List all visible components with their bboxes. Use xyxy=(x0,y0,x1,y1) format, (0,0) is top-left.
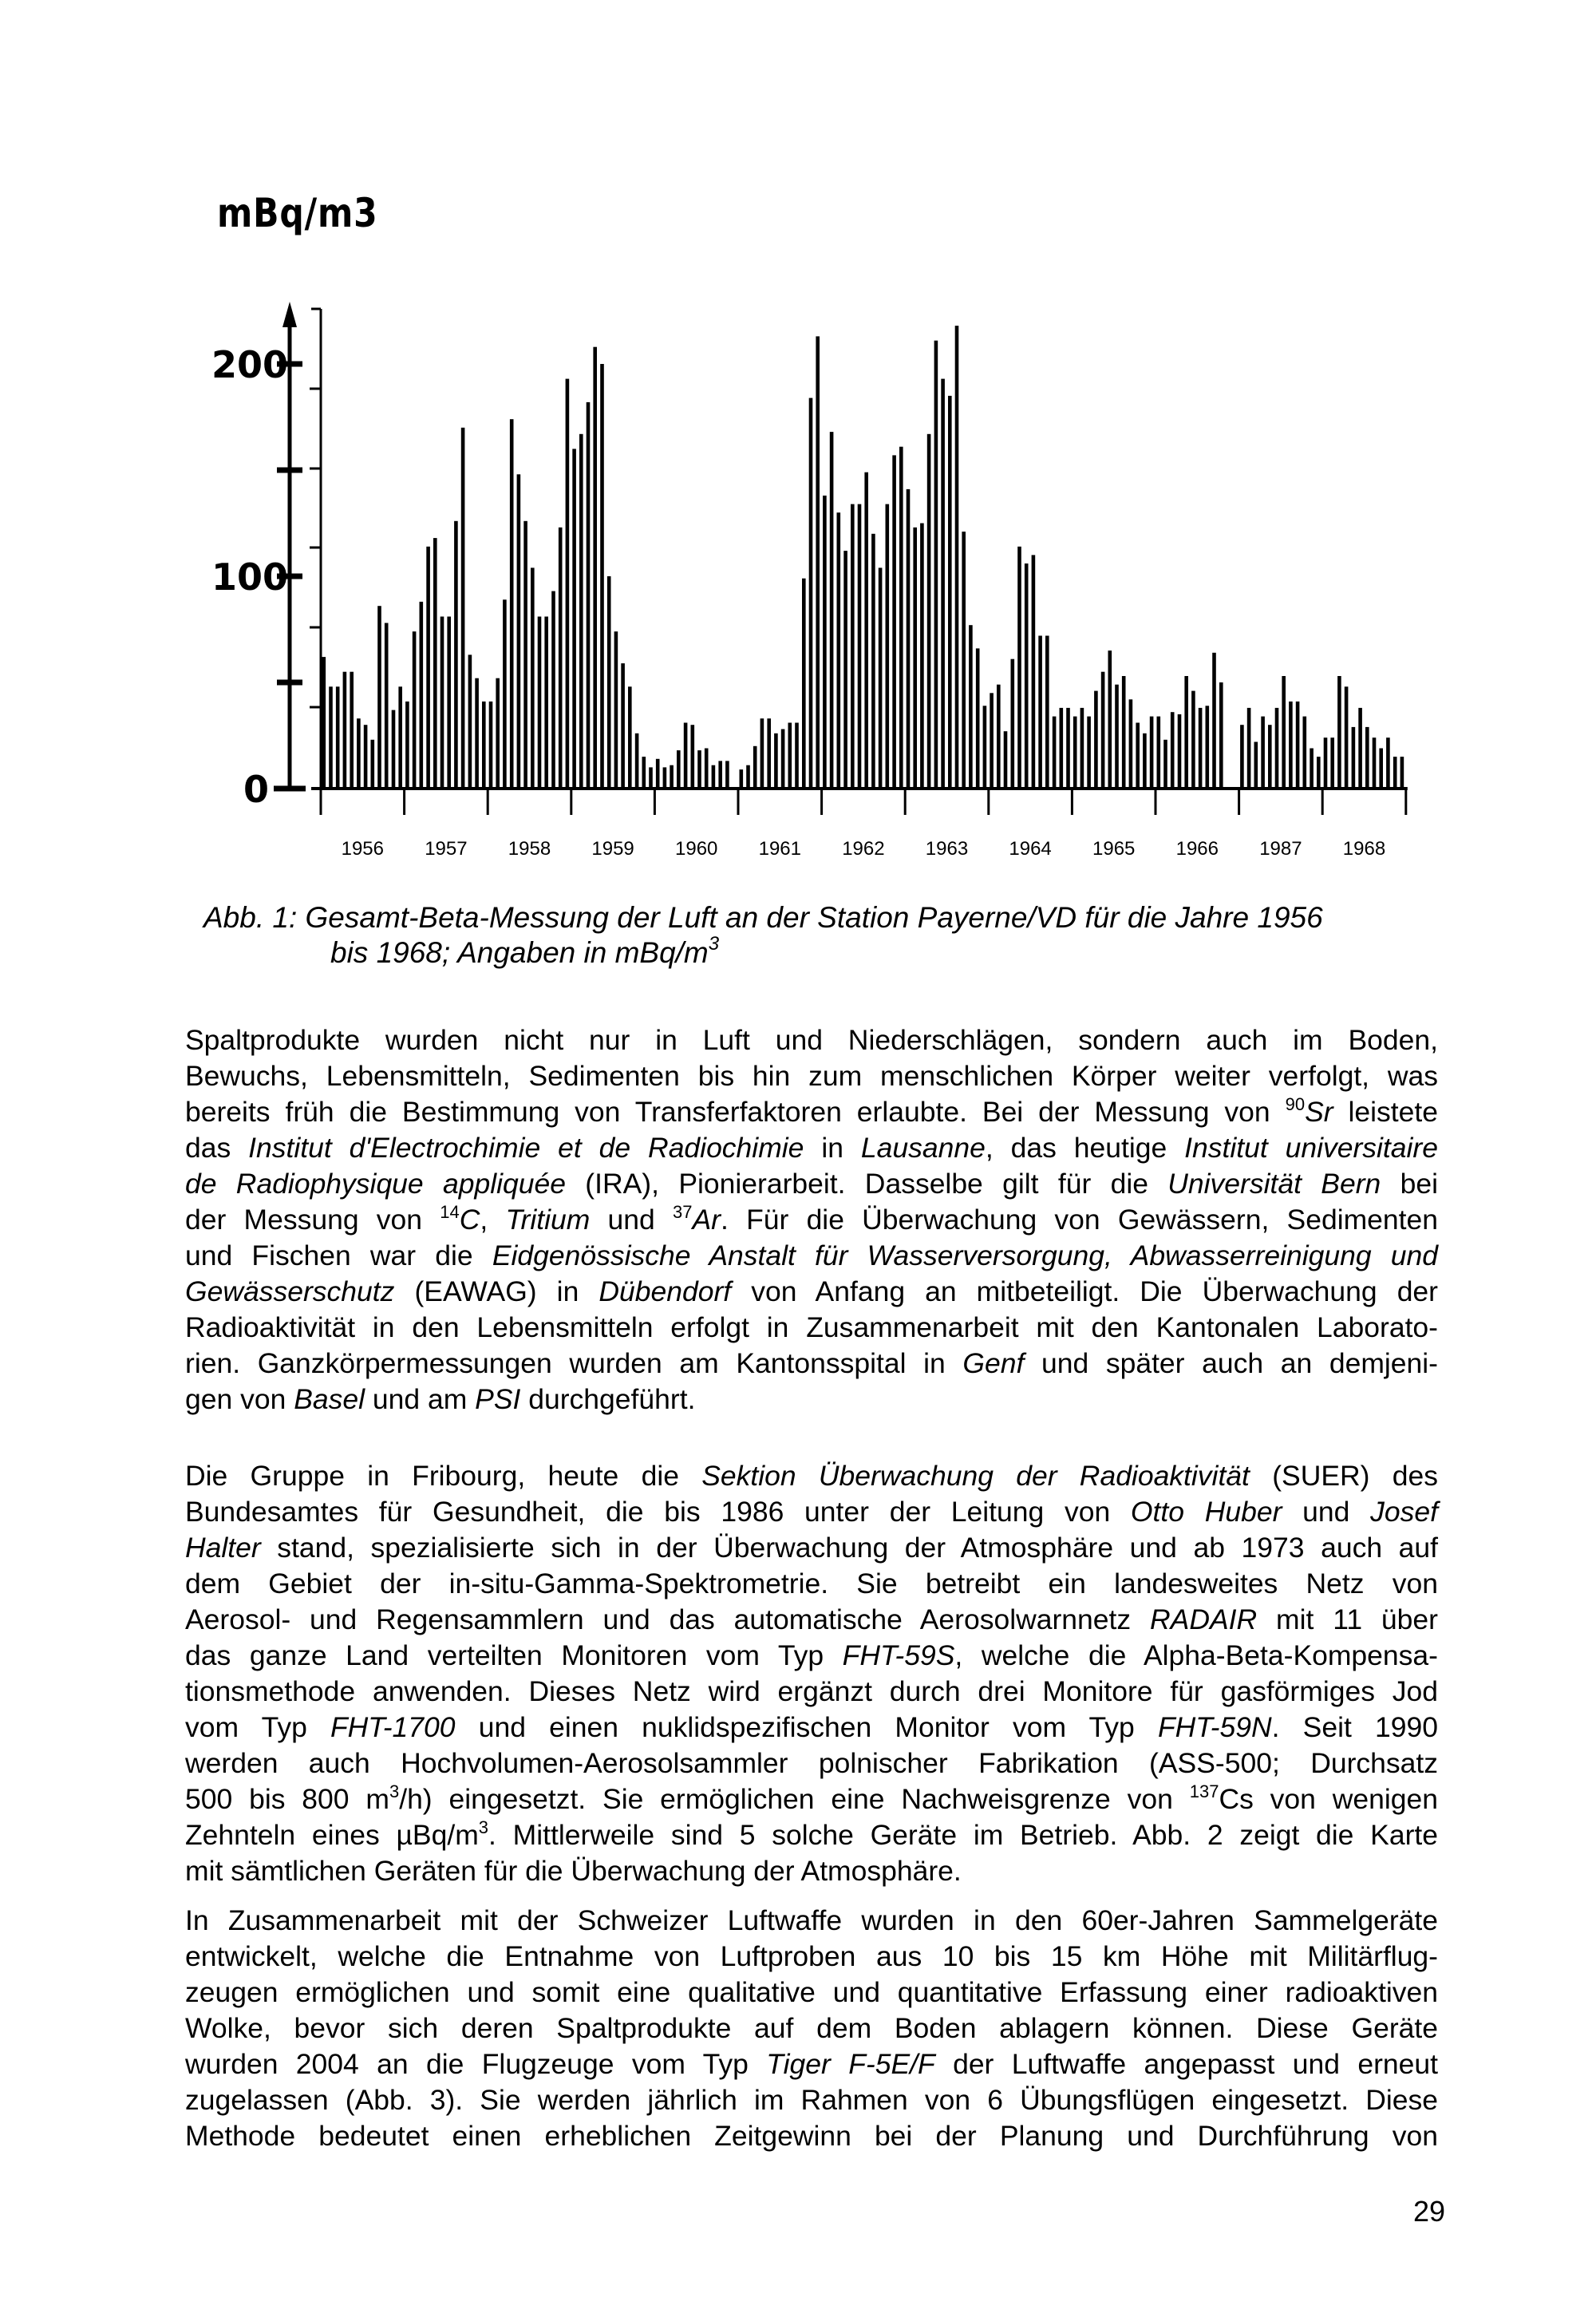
bar xyxy=(746,765,750,789)
caption-line-2 xyxy=(203,935,1440,971)
text-line: Aerosol- und Regensammlern und das automatische Aerosolwarnnetz RADAIR mit 11 über xyxy=(185,1603,1438,1635)
bar xyxy=(1393,757,1397,789)
bar xyxy=(718,761,722,789)
y-axis-label: 0 xyxy=(243,768,270,811)
x-axis-year-label: 1966 xyxy=(1175,838,1219,860)
bar xyxy=(1282,676,1286,789)
bar xyxy=(1053,717,1057,789)
text-line: Spaltprodukte wurden nicht nur in Luft und Niederschlägen, sondern auch im Boden, xyxy=(185,1024,1438,1056)
text-line: wurden 2004 an die Flugzeuge vom Typ Tiger F-5E/F der Luftwaffe angepasst und erneut xyxy=(185,2048,1438,2080)
bar xyxy=(593,347,597,789)
bar xyxy=(628,686,632,789)
bar xyxy=(1365,727,1369,789)
x-axis-year-label: 1964 xyxy=(1009,838,1052,860)
bar xyxy=(1122,676,1126,789)
text-line: Bundesamtes für Gesundheit, die bis 1986 unter der Leitung von Otto Huber und Josef xyxy=(185,1496,1438,1528)
bar xyxy=(767,718,771,789)
bars xyxy=(322,326,1404,789)
bar xyxy=(600,364,604,789)
bar xyxy=(1219,682,1223,789)
caption-superscript: 3 xyxy=(708,933,720,955)
bar xyxy=(1337,676,1341,789)
paragraph-3 xyxy=(185,1903,1438,2154)
y-axis-label: 200 xyxy=(211,343,289,386)
caption-line-2-text: bis 1968; Angaben in mBq/m xyxy=(330,936,709,969)
bar xyxy=(663,767,667,789)
text-line: In Zusammenarbeit mit der Schweizer Luftwaffe wurden in den 60er-Jahren Sammelgeräte xyxy=(185,1904,1438,1936)
bar xyxy=(1191,691,1195,789)
x-axis-year-label: 1959 xyxy=(591,838,634,860)
bar xyxy=(1310,749,1314,789)
bar xyxy=(795,723,799,789)
bar xyxy=(705,749,709,789)
bar xyxy=(1206,706,1210,789)
bar xyxy=(377,606,381,789)
bar xyxy=(879,567,883,789)
bar xyxy=(851,504,855,789)
text-line: Halter stand, spezialisierte sich in der Überwachung der Atmosphäre und ab 1973 auch auf xyxy=(185,1532,1438,1564)
bar xyxy=(531,567,535,789)
bar xyxy=(1303,717,1307,789)
text-line: Bewuchs, Lebensmitteln, Sedimenten bis hin zum menschlichen Körper weiter verfolgt, was xyxy=(185,1060,1438,1092)
bar xyxy=(1045,636,1049,789)
y-axis-unit-label: mBq/m3 xyxy=(217,190,378,236)
bar xyxy=(997,685,1001,789)
bar xyxy=(1032,555,1036,789)
bar xyxy=(740,769,744,789)
text-line: bereits früh die Bestimmung von Transferfaktoren erlaubte. Bei der Messung von $^{90}$Sr leistete xyxy=(185,1094,1438,1128)
bar xyxy=(1296,702,1300,789)
bar xyxy=(587,402,591,789)
bar xyxy=(753,746,757,789)
x-axis-year-label: 1965 xyxy=(1092,838,1136,860)
bar xyxy=(907,489,911,789)
bar xyxy=(433,538,437,789)
bar xyxy=(760,718,764,789)
bar xyxy=(420,602,424,789)
bar xyxy=(816,336,820,789)
figure-caption xyxy=(203,900,1440,971)
bar xyxy=(329,686,333,789)
bar xyxy=(426,547,430,789)
bar xyxy=(774,733,778,789)
bar xyxy=(955,326,959,789)
bar xyxy=(990,693,994,789)
bar xyxy=(920,524,924,789)
bar xyxy=(948,396,952,789)
text-line: mit sämtlichen Geräten für die Überwachung der Atmosphäre. xyxy=(185,1855,962,1887)
text-line: der Messung von $^{14}$C, Tritium und $^{37}$Ar. Für die Überwachung von Gewässern, Sedimenten xyxy=(185,1202,1438,1236)
bar xyxy=(788,723,792,789)
bar xyxy=(1247,708,1251,789)
bar xyxy=(864,473,868,789)
bar xyxy=(1254,742,1258,789)
bar xyxy=(712,765,716,789)
bar xyxy=(579,434,583,789)
bar xyxy=(934,341,938,789)
text-line: Die Gruppe in Fribourg, heute die Sektion Überwachung der Radioaktivität (SUER) des xyxy=(185,1460,1438,1492)
bar xyxy=(1017,547,1021,789)
bar xyxy=(976,648,980,789)
bar xyxy=(1115,685,1119,789)
bar xyxy=(1087,717,1091,789)
bar xyxy=(447,617,451,789)
bar xyxy=(1136,723,1140,789)
bar xyxy=(1025,563,1029,789)
x-axis-year-label: 1958 xyxy=(508,838,551,860)
bar xyxy=(1038,636,1042,789)
text-line: werden auch Hochvolumen-Aerosolsammler polnischer Fabrikation (ASS-500; Durchsatz xyxy=(185,1747,1438,1779)
bar xyxy=(886,504,890,789)
x-axis-year-label: 1961 xyxy=(758,838,801,860)
bar xyxy=(454,521,458,789)
text-line: de Radiophysique appliquée (IRA), Pionierarbeit. Dasselbe gilt für die Universität Bern bei xyxy=(185,1168,1438,1200)
bar xyxy=(572,449,576,789)
bar xyxy=(1129,699,1133,789)
bar xyxy=(691,725,695,789)
bar xyxy=(858,504,862,789)
bar xyxy=(635,733,639,789)
bar xyxy=(398,686,402,789)
bar xyxy=(1240,725,1244,789)
bar xyxy=(1373,737,1377,789)
bar xyxy=(1317,757,1321,789)
bar xyxy=(538,617,542,789)
text-line: Methode bedeutet einen erheblichen Zeitgewinn bei der Planung und Durchführung von xyxy=(185,2120,1438,2152)
bar xyxy=(1080,708,1084,789)
bar xyxy=(1184,676,1188,789)
bar xyxy=(551,591,555,789)
bar xyxy=(1345,686,1349,789)
text-line: 500 bis 800 $m^3/h$) eingesetzt. Sie ermöglichen eine Nachweisgrenze von $^{137}$Cs von wenigen xyxy=(185,1781,1438,1815)
bar xyxy=(1400,757,1404,789)
bar xyxy=(413,631,417,789)
bar xyxy=(983,706,987,789)
bar xyxy=(697,750,701,789)
x-axis-year-label: 1963 xyxy=(925,838,969,860)
bar xyxy=(1289,702,1293,789)
x-axis-year-label: 1987 xyxy=(1259,838,1302,860)
bar xyxy=(544,617,548,789)
text-line: Zehnteln eines µBq/$m^3$. Mittlerweile sind 5 solche Geräte im Betrieb. Abb. 2 zeigt die Karte xyxy=(185,1817,1439,1851)
bar xyxy=(468,654,472,789)
y-axis-arrow-icon xyxy=(282,302,297,327)
bar xyxy=(684,723,688,789)
bar xyxy=(1199,708,1203,789)
bar xyxy=(927,434,931,789)
bar xyxy=(1150,717,1154,789)
bar xyxy=(1066,708,1070,789)
bar xyxy=(962,532,966,789)
bar xyxy=(336,686,340,789)
bar xyxy=(642,757,646,789)
bar xyxy=(830,432,834,789)
bar xyxy=(322,657,326,789)
bar xyxy=(405,702,409,789)
bar xyxy=(1101,672,1105,789)
text-line: tionsmethode anwenden. Dieses Netz wird ergänzt durch drei Monitore für gasförmiges Jod xyxy=(185,1675,1438,1707)
bar xyxy=(1386,737,1390,789)
bar xyxy=(1324,737,1328,789)
bar xyxy=(1352,727,1356,789)
bar xyxy=(503,599,507,789)
bar xyxy=(802,579,806,789)
bar xyxy=(1358,708,1362,789)
x-axis-year-label: 1960 xyxy=(675,838,718,860)
bar xyxy=(1268,725,1272,789)
text-line: gen von Basel und am PSI durchgeführt. xyxy=(185,1383,696,1415)
bar xyxy=(475,678,479,789)
bar xyxy=(899,447,903,789)
text-line: Gewässerschutz (EAWAG) in Dübendorf von Anfang an mitbeteiligt. Die Überwachung der xyxy=(185,1275,1438,1307)
x-axis-year-label: 1956 xyxy=(341,838,384,860)
bar xyxy=(559,528,563,789)
bar xyxy=(843,551,847,789)
bar xyxy=(523,521,527,789)
text-line: vom Typ FHT-1700 und einen nuklidspezifischen Monitor vom Typ FHT-59N. Seit 1990 xyxy=(185,1711,1438,1743)
bar xyxy=(1011,659,1015,789)
bar xyxy=(1330,737,1334,789)
text-line: rien. Ganzkörpermessungen wurden am Kantonsspital in Genf und später auch an demjeni- xyxy=(185,1347,1438,1379)
paragraph-1 xyxy=(185,1022,1438,1418)
bar xyxy=(461,428,465,789)
bar xyxy=(607,576,611,789)
bar xyxy=(1171,712,1175,789)
paragraph-2 xyxy=(185,1458,1438,1889)
bar xyxy=(1178,714,1182,789)
bar xyxy=(823,496,827,789)
bar xyxy=(913,528,917,789)
bar xyxy=(969,625,973,789)
bar xyxy=(566,379,570,789)
bar xyxy=(510,419,514,789)
bar xyxy=(1261,717,1265,789)
bar xyxy=(517,474,521,789)
bar xyxy=(440,617,444,789)
bar xyxy=(837,512,841,789)
bar xyxy=(677,750,681,789)
bar xyxy=(1157,717,1161,789)
bar xyxy=(343,672,347,789)
bar xyxy=(892,455,896,789)
bar xyxy=(621,663,625,789)
x-axis-year-label: 1968 xyxy=(1342,838,1386,860)
bar xyxy=(656,759,660,789)
bar xyxy=(1094,691,1098,789)
bar xyxy=(357,718,361,789)
text-line: und Fischen war die Eidgenössische Anstalt für Wasserversorgung, Abwasserreinigung und xyxy=(185,1240,1438,1271)
bar xyxy=(781,730,785,789)
bar xyxy=(614,631,618,789)
bar xyxy=(371,740,375,789)
bar xyxy=(941,379,945,789)
text-line: entwickelt, welche die Entnahme von Luftproben aus 10 bis 15 km Höhe mit Militärflug- xyxy=(185,1940,1438,1972)
bar xyxy=(649,767,653,789)
bar xyxy=(1163,740,1167,789)
bar xyxy=(385,623,389,789)
bar xyxy=(392,710,396,789)
text-line: das ganze Land verteilten Monitoren vom Typ FHT-59S, welche die Alpha-Beta-Kompensa- xyxy=(185,1639,1438,1671)
page-number: 29 xyxy=(1413,2195,1446,2228)
bar xyxy=(350,672,354,789)
bar xyxy=(670,765,674,789)
bar xyxy=(489,702,493,789)
bar xyxy=(725,761,729,789)
bar xyxy=(1004,731,1008,789)
beta-measurement-bar-chart xyxy=(0,0,1596,878)
bar xyxy=(1073,717,1077,789)
bar xyxy=(1379,749,1383,789)
bar xyxy=(871,534,875,789)
text-line: dem Gebiet der in-situ-Gamma-Spektrometrie. Sie betreibt ein landesweites Netz von xyxy=(185,1568,1438,1599)
bar xyxy=(809,398,813,789)
bar xyxy=(1060,708,1064,789)
x-axis-year-label: 1957 xyxy=(425,838,468,860)
y-axis-label: 100 xyxy=(211,556,289,599)
bar xyxy=(482,702,486,789)
bar xyxy=(1275,708,1279,789)
bar xyxy=(1143,733,1147,789)
text-line: Radioaktivität in den Lebensmitteln erfolgt in Zusammenarbeit mit den Kantonalen Laborato- xyxy=(185,1311,1438,1343)
caption-line-1: Abb. 1: Gesamt-Beta-Messung der Luft an der Station Payerne/VD für die Jahre 1956 xyxy=(203,901,1323,934)
bar xyxy=(496,678,500,789)
text-line: zugelassen (Abb. 3). Sie werden jährlich im Rahmen von 6 Übungsflügen eingesetzt. Diese xyxy=(185,2084,1438,2116)
bar xyxy=(1212,653,1216,789)
text-line: das Institut d'Electrochimie et de Radiochimie in Lausanne, das heutige Institut universitaire xyxy=(185,1132,1438,1164)
bar xyxy=(1108,650,1112,789)
bar xyxy=(364,725,368,789)
text-line: zeugen ermöglichen und somit eine qualitative und quantitative Erfassung einer radioaktiven xyxy=(185,1976,1438,2008)
text-line: Wolke, bevor sich deren Spaltprodukte auf dem Boden ablagern können. Diese Geräte xyxy=(185,2012,1438,2044)
x-axis-year-label: 1962 xyxy=(842,838,885,860)
